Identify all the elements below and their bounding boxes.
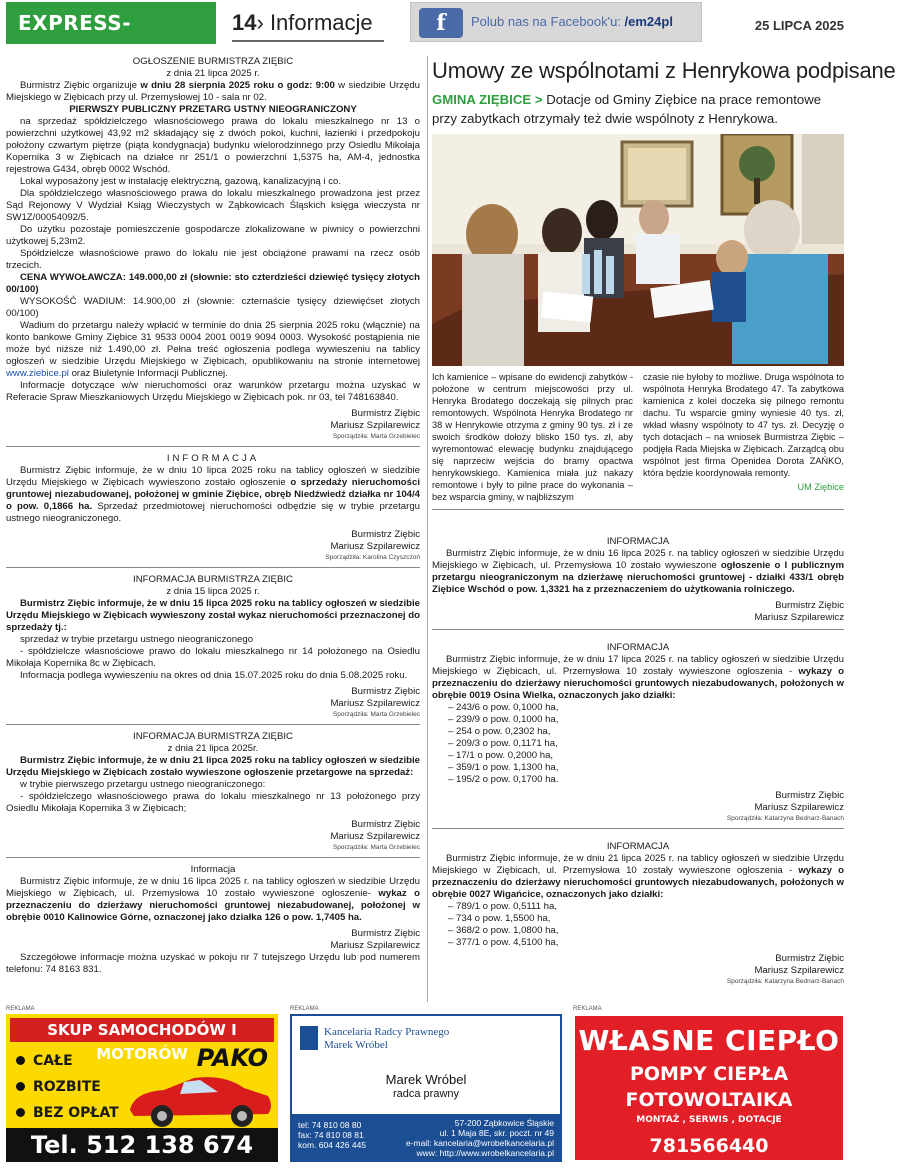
section-title: Informacje xyxy=(269,10,373,35)
page-number: 14 xyxy=(232,10,257,35)
ad-phone[interactable]: Tel. 512 138 674 xyxy=(6,1128,278,1162)
contact-mobile[interactable]: kom. 604 426 445 xyxy=(298,1140,367,1150)
prepared-by: Sporządziła: Marta Grzebielec xyxy=(332,711,420,718)
contact-phones xyxy=(298,1120,366,1150)
lead-kicker: GMINA ZIĘBICE > xyxy=(432,92,547,107)
signature-name: Mariusz Szpilarewicz xyxy=(330,698,420,709)
paragraph: Lokal wyposażony jest w instalację elektryczną, gazową, kanalizacyjną i co. xyxy=(20,176,342,187)
prepared-by: Sporządziła: Karolina Czyszczoń xyxy=(325,554,420,561)
text: Burmistrz Ziębic informuje, że w dniu 16 lipca 2025 r. na tablicy ogłoszeń w siedzibie Urzędu Miejskiego w Ziębicach, ul. Przemysłowa 10 zostało wywieszone ogłoszenie- xyxy=(6,876,420,899)
signature xyxy=(6,408,420,441)
paragraph xyxy=(432,548,844,596)
separator xyxy=(432,509,844,510)
text-bold: wykazy o przeznaczeniu do dzierżawy nieruchomości gruntowych niezabudowanych, położonych w obrębie 0019 Osina Wielka, oznaczonych jako działki: xyxy=(432,666,844,701)
lead-text: Dotacje od Gminy Ziębice na prace remontowe przy zabytkach otrzymały też dwie wspólnoty z Henrykowa. xyxy=(432,92,822,126)
contact-tel[interactable]: tel: 74 810 08 80 xyxy=(298,1120,362,1130)
signature-title: Burmistrz Ziębic xyxy=(351,408,420,419)
ad-phone[interactable]: 781566440 xyxy=(649,1135,769,1157)
announcement-title: Informacja xyxy=(190,864,236,875)
ad-heat-pumps[interactable] xyxy=(573,1014,845,1162)
plot-list xyxy=(432,901,844,949)
text: oraz Biuletynie Informacji Publicznej. xyxy=(68,368,228,379)
plot-item: – 195/2 o pow. 0,1700 ha. xyxy=(448,774,559,785)
ad-list-text: CAŁE xyxy=(33,1053,73,1069)
plot-item: – 243/6 o pow. 0,1000 ha, xyxy=(448,702,559,713)
contact-fax: fax: 74 810 08 81 xyxy=(298,1130,364,1140)
ad-list-text: ROZBITE xyxy=(33,1079,101,1095)
text-bold: o sprzedaży nieruchomości gruntowej niezabudowanej, położonej w gminie Ziębice, obręb Niedźwiedź działka nr 104/4 o pow. 0,1866 ha. xyxy=(6,477,420,512)
paragraph: na sprzedaż spółdzielczego własnościowego prawa do lokalu mieszkalnego nr 13 o powierzchni użytkowej 43,92 m2 składający się z dwóch pokoi, kuchni, łazienki i przedpokoju położony czwartym piętrze (piąta kondygnacja) budynku wielorodzinnego przy Osiedlu Mikołaja Kopernika 3 w Ziębicach na działce nr 251/1 o powierzchni 1,5375 ha, AM-4, jednostka rejestrowa G434, obręb 0002 Wschód. xyxy=(6,116,420,175)
announcement-date: z dnia 15 lipca 2025 r. xyxy=(166,586,260,597)
brand-logo[interactable]: EXPRESS-MIEJSKI.PL xyxy=(6,2,216,44)
price-paragraph: CENA WYWOŁAWCZA: 149.000,00 zł (słownie: sto czterdzieści dziewięć tysięcy złotych 00/100) xyxy=(6,272,420,295)
announcement-5 xyxy=(6,864,420,981)
plot-item: – 17/1 o pow. 0,2000 ha, xyxy=(448,750,554,761)
prepared-by: Sporządziła: Marta Grzebielec xyxy=(332,433,420,440)
article-source: UM Ziębice xyxy=(797,482,844,492)
signature xyxy=(432,953,844,986)
website-link[interactable]: www.ziebice.pl xyxy=(6,368,69,379)
bullet-icon xyxy=(16,1108,25,1117)
contact-address xyxy=(406,1118,554,1158)
contact-website[interactable]: www: http://www.wrobelkancelaria.pl xyxy=(416,1148,554,1158)
address-line: 57-200 Ząbkowice Śląskie xyxy=(454,1118,554,1128)
signature-title: Burmistrz Ziębic xyxy=(351,686,420,697)
paragraph xyxy=(432,853,844,901)
ad-line: POMPY CIEPŁA xyxy=(629,1063,789,1085)
facebook-icon: f xyxy=(419,8,463,38)
announcement-3 xyxy=(6,574,420,725)
article-headline[interactable]: Umowy ze wspólnotami z Henrykowa podpisane xyxy=(432,58,896,83)
ad-law-firm[interactable] xyxy=(290,1014,562,1162)
signature xyxy=(6,529,420,562)
article-column-2-text: czasie nie byłoby to możliwe. Druga wspólnota to wspólnota Henryka Brodatego 47. Ta zabytkowa kamienica z kolei doczeka się pilnego remontu dachu. Tu wsparcie gminy wyniesie 40 tys. zł, wkład własny wspólnoty to 47 tys. zł. Decyzję o tych dotacjach – na wniosek Burmistrza Ziębic – podjęła Rada Miejska w Ziębicach. Zarządcą obu wspólnot jest firma Openidea Dorota ZAŃKO, która będzie koordynowała remonty. xyxy=(643,372,844,478)
column-divider xyxy=(427,56,428,1002)
announcement-title: INFORMACJA BURMISTRZA ZIĘBIC xyxy=(133,731,293,742)
lawyer-name: Marek Wróbel xyxy=(385,1072,467,1087)
list-item: w trybie pierwszego przetargu ustnego nieograniczonego: xyxy=(20,779,266,790)
signature xyxy=(432,600,844,624)
announcement-4 xyxy=(6,731,420,858)
article-column-1: Ich kamienice – wpisane do ewidencji zabytków - położone w centrum miejscowości przy ul. Henryka Brodatego doczekają się pilnych prac remontowych. Wspólnota Henryka Brodatego nr 38 w Henrykowie otrzyma z gminy 90 tys. zł i ze swoich środków dołoży blisko 150 tys. zł, aby wyremontować elewację budynku znajdującego się naprzeciw wejścia do bramy opactwa henrykowskiego. Kamienica miała już nakazy remontowe i były to pilne prace do wykonania – bez wsparcia gminy, w najbliższym xyxy=(432,372,633,502)
signature-name: Mariusz Szpilarewicz xyxy=(754,965,844,976)
announcement-title: OGŁOSZENIE BURMISTRZA ZIĘBIC xyxy=(132,56,294,67)
paragraph xyxy=(6,320,420,380)
prepared-by: Sporządziła: Katarzyna Bednarz-Banach xyxy=(726,815,844,822)
lawyer-role: radca prawny xyxy=(392,1088,460,1100)
ad-line: FOTOWOLTAIKA xyxy=(625,1089,793,1111)
signature-title: Burmistrz Ziębic xyxy=(351,819,420,830)
contact-bar xyxy=(292,1114,560,1160)
plot-item: – 377/1 o pow. 4,5100 ha, xyxy=(448,937,559,948)
announcement-title: INFORMACJA xyxy=(606,841,670,852)
paragraph: Dla spółdzielczego własnościowego prawa do lokalu mieszkalnego prowadzona jest przez Sąd Rejonowy V Wydział Ksiąg Wieczystych w Ząbkowicach Śląskich księga wieczysta nr SW1Z/00054092/5. xyxy=(6,188,420,223)
contact-email[interactable]: e-mail: kancelaria@wrobelkancelaria.pl xyxy=(406,1138,554,1148)
plot-item: – 254 o pow. 0,2302 ha, xyxy=(448,726,551,737)
text-bold: ogłoszenie o I publicznym przetargu nieograniczonym na dzierżawę nieruchomości gruntowej - działki 433/1 obręb Ziębice Wschód o pow. 1,3321 ha z przeznaczeniem do użytkowania rolniczego. xyxy=(432,560,845,595)
ad-list-item xyxy=(16,1074,119,1100)
paragraph: Szczegółowe informacje można uzyskać w pokoju nr 7 tutejszego Urzędu lub pod numerem telefonu: 74 8163 831. xyxy=(6,952,420,975)
plot-item: – 209/3 o pow. 0,1171 ha, xyxy=(448,738,558,749)
signature xyxy=(432,790,844,823)
paragraph: Burmistrz Ziębic informuje, że w dniu 15 lipca 2025 roku na tablicy ogłoszeń w siedzibie Urzędu Miejskiego w Ziębicach wywieszony został wykaz nieruchomości przeznaczonej do sprzedaży tj.: xyxy=(6,598,420,633)
car-icon xyxy=(124,1072,274,1128)
ad-services: MONTAŻ , SERWIS , DOTACJE xyxy=(636,1115,782,1125)
ad-list-item xyxy=(16,1100,119,1126)
bullet-icon xyxy=(16,1056,25,1065)
text: w siedzibie Urzędu Miejskiego w Ziębicach przy ul. Przemysłowej 10 - sala nr 02. xyxy=(6,80,420,103)
issue-date: 25 LIPCA 2025 xyxy=(754,18,844,33)
ad-firm xyxy=(324,1026,449,1052)
article-lead xyxy=(432,90,844,128)
plot-item: – 734 o pow. 1,5500 ha, xyxy=(448,913,551,924)
paragraph: Informacja podlega wywieszeniu na okres od dnia 15.07.2025 roku do dnia 5.08.2025 roku. xyxy=(20,670,408,681)
ad-brand: PAKO xyxy=(196,1044,268,1072)
text: Burmistrz Ziębic informuje, że w dniu 16 lipca 2025 r. na tablicy ogłoszeń w siedzibie Urzędu Miejskiego w Ziębicach, ul. Przemysłowa 10 zostało wywieszone xyxy=(432,548,844,571)
page-arrow: › xyxy=(256,10,264,35)
signature-name: Mariusz Szpilarewicz xyxy=(754,612,844,623)
plot-item: – 239/9 o pow. 0,1000 ha, xyxy=(448,714,559,725)
facebook-text xyxy=(471,14,673,29)
left-column xyxy=(6,56,420,987)
right-announcement-3 xyxy=(432,841,844,991)
article-photo xyxy=(432,134,844,366)
ad-label: REKLAMA xyxy=(290,1006,319,1012)
paragraph xyxy=(6,80,420,104)
text-bold: w dniu 28 sierpnia 2025 roku o godz: 9:00 xyxy=(140,80,335,91)
paragraph xyxy=(432,654,844,702)
paragraph xyxy=(6,465,420,525)
announcement-1 xyxy=(6,56,420,447)
text: Sprzedaż przedmiotowej nieruchomości odbędzie się w trybie przetargu ustnego nieograniczonego. xyxy=(6,501,420,524)
law-firm-logo-icon xyxy=(300,1026,318,1050)
prepared-by: Sporządziła: Katarzyna Bednarz-Banach xyxy=(726,978,844,985)
signature xyxy=(6,686,420,719)
paragraph xyxy=(6,876,420,924)
ad-list xyxy=(16,1048,119,1126)
paragraph: Do użytku pozostaje pomieszczenie gospodarcze zlokalizowane w piwnicy o powierzchni użytkowej 5,23m2. xyxy=(6,224,420,247)
signature-title: Burmistrz Ziębic xyxy=(351,529,420,540)
facebook-handle[interactable]: /em24pl xyxy=(624,14,673,29)
signature xyxy=(6,819,420,852)
announcement-2 xyxy=(6,453,420,568)
signature-title: Burmistrz Ziębic xyxy=(775,790,844,801)
signature-title: Burmistrz Ziębic xyxy=(775,600,844,611)
firm-line: Kancelaria Radcy Prawnego xyxy=(324,1026,450,1038)
plot-list xyxy=(432,702,844,786)
facebook-prefix: Polub nas na Facebook'u: xyxy=(471,14,625,29)
list-item: sprzedaż w trybie przetargu ustnego nieograniczonego xyxy=(20,634,254,645)
announcement-subtitle: PIERWSZY PUBLICZNY PRZETARG USTNY NIEOGRANICZONY xyxy=(69,104,357,115)
prepared-by: Sporządziła: Marta Grzebielec xyxy=(332,844,420,851)
meeting-photo xyxy=(432,134,844,366)
text: Burmistrz Ziębic informuje, że w dniu 17 lipca 2025 r. na tablicy ogłoszeń w siedzibie Urzędu Miejskiego w Ziębicach, ul. Przemysłowa 10 zostały wywieszone ogłoszenia - xyxy=(432,654,844,677)
announcement-title: INFORMACJA xyxy=(166,453,260,464)
announcement-title: INFORMACJA xyxy=(606,642,670,653)
article-body xyxy=(432,371,844,503)
text: Burmistrz Ziębic informuje, że w dniu 10 lipca 2025 roku na tablicy ogłoszeń w siedzibie Urzędu Miejskiego w Ziębicach wywieszono zostało ogłoszenie xyxy=(6,465,420,488)
bullet-icon xyxy=(16,1082,25,1091)
announcement-date: z dnia 21 lipca 2025 r. xyxy=(166,68,260,79)
address-line: ul. 1 Maja 8E, skr. poczt. nr 49 xyxy=(439,1128,554,1138)
announcement-date: z dnia 21 lipca 2025r. xyxy=(167,743,259,754)
ad-car-buyout[interactable] xyxy=(6,1014,278,1162)
text-bold: wykazy o przeznaczeniu do dzierżawy nieruchomości gruntowych niezabudowanych, położonych w obrębie 0027 Wigańcice, oznaczonych jako działki: xyxy=(432,865,844,900)
page-section xyxy=(232,6,384,42)
list-item: - spółdzielcze własnościowe prawo do lokalu mieszkalnego nr 14 położonego na Osiedlu Mikołaja Kopernika 8c w Ziębicach. xyxy=(6,646,420,669)
paragraph: Spółdzielcze własnościowe prawo do lokalu nie jest obciążone prawami na rzecz osób trzecich. xyxy=(6,248,420,271)
signature-name: Mariusz Szpilarewicz xyxy=(330,420,420,431)
paragraph: Informacje dotyczące w/w nieruchomości oraz warunków przetargu można uzyskać w Referacie Spraw Mieszkaniowych Urzędu Miejskiego w Ziębicach pok. nr 03, tel 748163840. xyxy=(6,380,420,403)
signature-name: Mariusz Szpilarewicz xyxy=(754,802,844,813)
announcement-title: INFORMACJA BURMISTRZA ZIĘBIC xyxy=(133,574,293,585)
signature-name: Mariusz Szpilarewicz xyxy=(330,541,420,552)
ad-headline: SKUP SAMOCHODÓW I MOTORÓW xyxy=(10,1018,274,1042)
text: Wadium do przetargu należy wpłacić w terminie do dnia 25 sierpnia 2025 roku (włącznie) na konto bankowe Gminy Ziębice 31 9533 0004 2001 0019 9094 0003. Wysokość postąpienia nie może być niższe niż 1.490,00 zł. Pełna treść ogłoszenia podlega wywieszeniu na tablicy ogłoszeń w siedzibie Urzędu Miejskiego w Ziębicach, opublikowaniu na stronie internetowej xyxy=(6,320,420,367)
right-announcement-2 xyxy=(432,642,844,829)
right-announcement-1 xyxy=(432,536,844,630)
ad-label: REKLAMA xyxy=(573,1006,602,1012)
ad-list-item xyxy=(16,1048,119,1074)
ad-label: REKLAMA xyxy=(6,1006,35,1012)
firm-line: Marek Wróbel xyxy=(324,1039,388,1051)
paragraph: WYSOKOŚĆ WADIUM: 14.900,00 zł (słownie: czternaście tysięcy dziewięćset złotych 00/100) xyxy=(6,296,420,319)
signature-name: Mariusz Szpilarewicz xyxy=(330,940,420,951)
announcement-title: INFORMACJA xyxy=(606,536,670,547)
signature xyxy=(6,928,420,952)
text-bold: wykaz o przeznaczeniu do dzierżawy nieruchomości gruntowej niezabudowanej, położonej w obrębie 0010 Kalinowice Górne, oznaczonej jako działka 126 o pow. 1,7405 ha. xyxy=(6,888,421,923)
ad-list-text: BEZ OPŁAT xyxy=(33,1105,119,1121)
plot-item: – 368/2 o pow. 1,0800 ha, xyxy=(448,925,559,936)
text: Burmistrz Ziębic informuje, że w dniu 21 lipca 2025 r. na tablicy ogłoszeń w siedzibie Urzędu Miejskiego w Ziębicach, ul. Przemysłowa 10 zostały wywieszone ogłoszenia - xyxy=(432,853,844,876)
text: Burmistrz Ziębic organizuje xyxy=(20,80,141,91)
ad-headline: WŁASNE CIEPŁO xyxy=(578,1024,840,1057)
paragraph: Burmistrz Ziębic informuje, że w dniu 21 lipca 2025 roku na tablicy ogłoszeń w siedzibie Urzędu Miejskiego w Ziębicach zostało wywieszone ogłoszenie przetargowe na sprzedaż: xyxy=(6,755,420,778)
right-column xyxy=(432,56,896,991)
signature-title: Burmistrz Ziębic xyxy=(775,953,844,964)
list-item: - spółdzielczego własnościowego prawa do lokalu mieszkalnego nr 13 położonego przy Osiedlu Mikołaja Kopernika 3 w Ziębicach; xyxy=(6,791,420,814)
facebook-banner[interactable] xyxy=(410,2,702,42)
article-column-2 xyxy=(643,371,844,503)
plot-item: – 359/1 o pow. 1,1300 ha, xyxy=(448,762,559,773)
plot-item: – 789/1 o pow. 0,5111 ha, xyxy=(448,901,557,912)
signature-title: Burmistrz Ziębic xyxy=(351,928,420,939)
signature-name: Mariusz Szpilarewicz xyxy=(330,831,420,842)
